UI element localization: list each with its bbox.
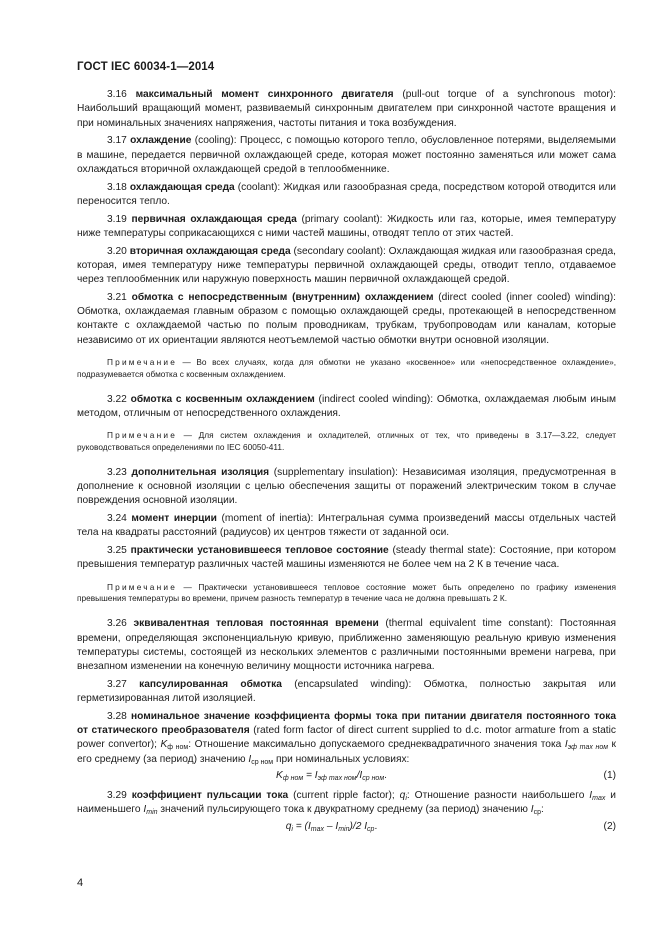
- clause-number: 3.25: [107, 545, 127, 557]
- formula-symbol: /I: [356, 769, 363, 781]
- definition-text: (secondary coolant): Охлаждающая жидкая или газообразная среда, которая, имея температуру ниже температуры первичной охлаждающей среды, отводит тепло, отдаваемое через теплообменник или наружную поверхность машин первичной охлаждающей средой.: [77, 245, 616, 286]
- symbol-i: I: [530, 804, 534, 816]
- term: охлаждение: [130, 135, 192, 147]
- symbol-subscript: min: [146, 809, 158, 817]
- formula-subscript: max: [310, 825, 325, 833]
- definition-text: (encapsulated winding): Обмотка, полностью закрытая или герметизированная литой изоляцией.: [77, 678, 616, 705]
- definition-text: (rated form factor of direct current supplied to d.c. motor armature from a static power convertor);: [77, 725, 616, 751]
- note-3: [77, 582, 616, 606]
- symbol-subscript: ср: [533, 809, 541, 817]
- definition-text: (current ripple factor);: [288, 789, 400, 801]
- clause-number: 3.26: [107, 618, 127, 630]
- definition-3-29: [77, 789, 616, 818]
- note-1: [77, 357, 616, 381]
- term: практически установившееся тепловое состояние: [130, 545, 389, 557]
- formula-subscript: min: [338, 825, 350, 833]
- definition-text: : Отношение максимально допускаемого среднеквадратичного значения тока: [188, 739, 565, 751]
- definition-text: (cooling): Процесс, с помощью которого тепло, обусловленное потерями, выделяемыми в машине, передается первичной охлаждающей среде, которая может постоянно заменяться или может сама охлаждаться вторичной охлаждающей средой в теплообменнике.: [77, 135, 616, 175]
- document-header: ГОСТ IEC 60034-1—2014: [77, 61, 215, 73]
- formula-end: .: [384, 769, 387, 781]
- note-text: — Во всех случаях, когда для обмотки не указано «косвенное» или «непосредственное охлаждение», подразумевается обмотка с косвенным охлаждением.: [77, 357, 616, 379]
- definition-text: :: [540, 804, 544, 816]
- formula-expression: [77, 770, 586, 781]
- clause-number: 3.18: [107, 181, 127, 193]
- definition-text: (moment of inertia): Интегральная сумма произведений массы отдельных частей тела на квадраты расстояний (радиусов) их центров тяжести от заданной оси.: [77, 513, 616, 539]
- clause-number: 3.28: [107, 710, 127, 722]
- symbol-q: q: [399, 789, 406, 801]
- definition-text: (steady thermal state): Состояние, при котором превышения температур различных частей машины изменяются не более чем на 2 К в течение часа.: [77, 545, 616, 571]
- term: капсулированная обмотка: [139, 678, 282, 690]
- formula-2: [77, 818, 616, 840]
- definition-3-19: [77, 213, 616, 242]
- symbol-subscript: ф ном: [167, 744, 189, 752]
- formula-symbol: q: [285, 820, 292, 832]
- formula-1: [77, 767, 616, 789]
- formula-symbol: = (I: [292, 820, 311, 832]
- term: охлаждающая среда: [129, 181, 235, 193]
- definition-3-21: [77, 291, 616, 348]
- clause-number: 3.29: [107, 789, 127, 801]
- clause-number: 3.24: [107, 513, 127, 525]
- definition-text: при номинальных условиях:: [273, 753, 410, 765]
- definition-text: (primary coolant): Жидкость или газ, которые, имея температуру ниже температуры соприкасающихся с ними частей машины, отводят тепло от этих частей.: [77, 213, 616, 239]
- term: первичная охлаждающая среда: [131, 213, 297, 225]
- definition-text: : Отношение разности наибольшего: [406, 789, 590, 801]
- definition-3-16: [77, 88, 616, 131]
- definition-text: (pull-out torque of a synchronous motor): Наибольший вращающий момент, развиваемый синхронным двигателем при синхронной частоте вращения и при номинальных значениях напряжения, частоты питания и тока возбуждения.: [77, 89, 616, 129]
- definition-3-23: [77, 466, 616, 509]
- definition-text: к его среднему (за период) значению: [77, 739, 616, 765]
- clause-number: 3.16: [107, 89, 127, 100]
- formula-symbol: )/2 I: [349, 820, 368, 832]
- clause-number: 3.22: [107, 393, 127, 405]
- definition-text: (indirect cooled winding): Обмотка, охлаждаемая любым иным методом, отличным от непосредственного охлаждения.: [77, 393, 616, 419]
- symbol-subscript: эф max ном: [567, 744, 609, 752]
- definition-text: и наименьшего: [77, 789, 616, 816]
- clause-number: 3.19: [107, 213, 127, 225]
- definition-3-28: [77, 710, 616, 767]
- symbol-i: I: [589, 789, 593, 801]
- term: максимальный момент синхронного двигателя: [135, 89, 394, 100]
- term: обмотка с косвенным охлаждением: [130, 393, 315, 405]
- page-number: 4: [77, 877, 84, 889]
- symbol-i: I: [564, 739, 568, 751]
- symbol-i: I: [248, 753, 252, 765]
- formula-symbol: = I: [303, 769, 318, 781]
- formula-end: .: [374, 820, 378, 832]
- definition-text: (supplementary insulation): Независимая изоляция, предусмотренная в дополнение к основной изоляции с целью обеспечения защиты от поражений электрическим током в случае повреждения основной изоляции.: [77, 466, 616, 507]
- symbol-k: K: [160, 739, 168, 751]
- symbol-subscript: i: [405, 794, 407, 802]
- document-body: [77, 88, 616, 840]
- clause-number: 3.21: [107, 291, 127, 303]
- definition-text: (thermal equivalent time constant): Постоянная времени, определяющая экспоненциальную кривую, приближенно заменяющую реальную кривую изменения температуры системы, состоящей из нескольких элементов с различными постоянными времени нагрева, при внезапном изменении на конечную величину мощности источника нагрева.: [77, 618, 616, 673]
- note-label: Примечание: [107, 357, 178, 367]
- formula-subscript: эф max ном: [317, 774, 357, 782]
- term: вторичная охлаждающая среда: [129, 245, 291, 257]
- symbol-subscript: ср ном: [251, 758, 274, 766]
- term: эквивалентная тепловая постоянная времени: [133, 618, 379, 630]
- term: номинальное значение коэффициента формы тока при питании двигателя постоянного тока от статического преобразователя: [77, 710, 616, 737]
- definition-3-17: [77, 134, 616, 177]
- formula-expression: [77, 821, 586, 832]
- clause-number: 3.23: [107, 466, 127, 478]
- formula-symbol: K: [276, 769, 283, 781]
- clause-number: 3.27: [107, 678, 127, 690]
- definition-text: (coolant): Жидкая или газообразная среда, посредством которой отводится или переносится тепло.: [77, 181, 616, 207]
- note-label: Примечание: [107, 430, 178, 441]
- definition-3-25: [77, 544, 616, 573]
- term: коэффициент пульсации тока: [131, 789, 289, 801]
- formula-number: (2): [603, 820, 616, 832]
- term: момент инерции: [131, 513, 217, 525]
- formula-symbol: – I: [324, 820, 339, 832]
- clause-number: 3.20: [107, 245, 127, 257]
- clause-number: 3.17: [107, 135, 127, 147]
- term: обмотка с непосредственным (внутренним) охлаждением: [131, 291, 434, 303]
- definition-3-26: [77, 617, 616, 674]
- term: дополнительная изоляция: [131, 466, 270, 478]
- formula-number: (1): [603, 769, 616, 781]
- note-2: [77, 430, 616, 454]
- note-text: — Практически установившееся тепловое состояние может быть определено по графику изменения превышения температуры во времени, причем разность температур в течение часа не должна превышать 2 К.: [77, 581, 616, 604]
- symbol-subscript: max: [592, 794, 606, 802]
- formula-subscript: i: [291, 825, 293, 833]
- definition-text: (direct cooled (inner cooled) winding): Обмотка, охлаждаемая главным образом с помощью охлаждающей среды, протекающей в непосредственном контакте с охлаждаемой частью по полым проводникам, трубкам, трубопроводам или каналам, которые независимо от их ориентации являются неотъемлемой частью обмотки внутри основной изоляции.: [77, 291, 616, 346]
- definition-text: значений пульсирующего тока к двукратному среднему (за период) значению: [157, 804, 531, 816]
- definition-3-22: [77, 393, 616, 422]
- formula-subscript: ср: [367, 825, 375, 833]
- definition-3-20: [77, 245, 616, 288]
- definition-3-24: [77, 512, 616, 541]
- note-label: Примечание: [107, 581, 178, 592]
- formula-subscript: ср ном: [362, 774, 385, 782]
- formula-subscript: ф ном: [282, 774, 304, 782]
- definition-3-18: [77, 181, 616, 210]
- symbol-i: I: [143, 804, 147, 816]
- definition-3-27: [77, 678, 616, 707]
- note-text: — Для систем охлаждения и охладителей, отличных от тех, что приведены в 3.17—3.22, следует руководствоваться определениями по IEC 60050-411.: [77, 430, 616, 452]
